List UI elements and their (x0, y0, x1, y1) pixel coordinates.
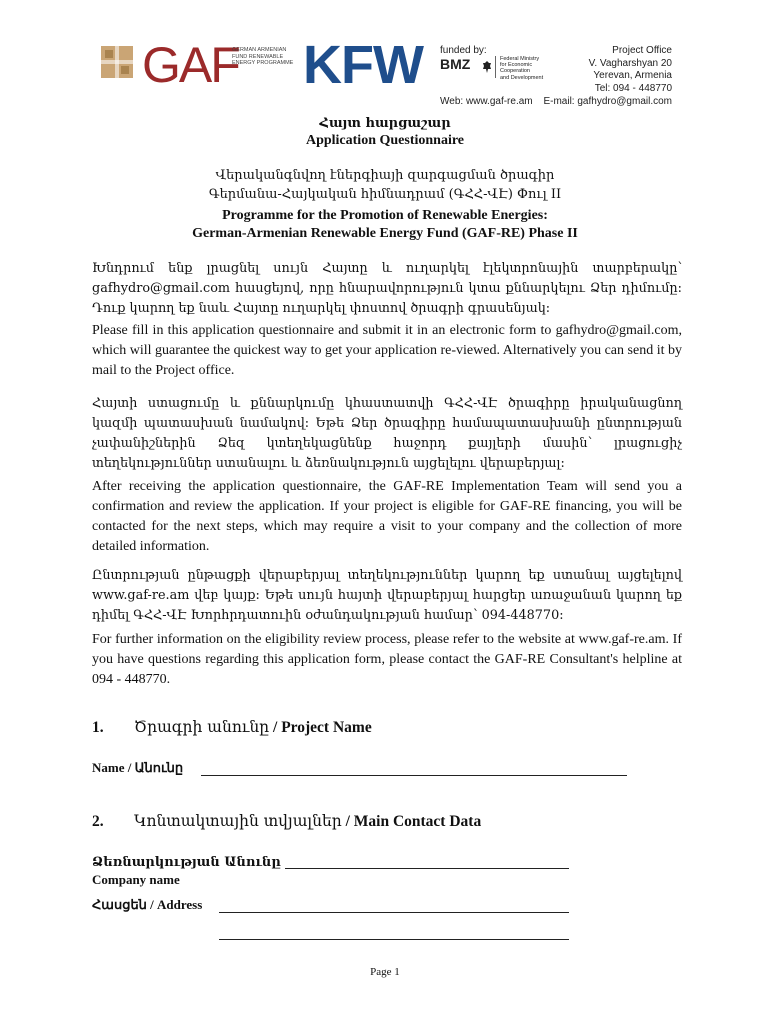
project-name-label: Name / Անունը (92, 760, 184, 775)
address-label: Հասցեն / Address (92, 897, 203, 912)
funded-by-label: funded by: (440, 45, 487, 56)
section-2-heading: 2. Կոնտակտային տվյալներ / Main Contact Data (92, 812, 482, 830)
address-field-line-2[interactable] (219, 939, 569, 940)
intro-paragraph-hy: Խնդրում ենք լրացնել սույն Հայտը և ուղարկել էլեկտրոնային տարբերակը՝ gafhydro@gmail.com հասցեյով, որը հնարավորություն կտա քննարկելու Ձեր դիմումը: Դուք կարող եք նաև Հայտը ուղարկել փոստով ծրագրի գրասենյակ: (92, 261, 682, 316)
review-paragraph-en: After receiving the application questionnaire, the GAF-RE Implementation Team will send you a confirmation and review the application. If your project is eligible for GAF-RE financing, you will be contacted for the next steps, which may require a visit to your company and the collection of more detailed information. (92, 479, 682, 554)
intro-paragraph-en: Please fill in this application questionnaire and submit it in an electronic form to gafhydro@gmail.com, which will guarantee the quickest way to get your application re-viewed. Alternatively you can send it by mail to the Project office. (92, 323, 682, 378)
title-programme-hy-2: Գերմանա-Հայկական հիմնադրամ (ԳՀՀ-ՎԷ) Փուլ II (208, 187, 562, 202)
info-paragraph-hy: Ընտրության ընթացքի վերաբերյալ տեղեկություններ կարող եք ստանալ այցելելով www.gaf-re.am վեբ կայք: Եթե սույն հայտի վերաբերյալ հարցեր առաջանան կարող եք դիմել ԳՀՀ-ՎԷ Խորհրդատուին օժանդակության համար՝ 094-448770: (92, 568, 682, 623)
gaf-emblem-logo (101, 46, 133, 78)
info-paragraph-en: For further information on the eligibility review process, please refer to the website at www.gaf-re.am. If you have questions regarding this application form, please contact the GAF-RE Consultant's helpline at 094 - 448770. (92, 632, 682, 687)
page-number: Page 1 (370, 966, 400, 978)
bmz-divider (495, 56, 496, 78)
section-1-heading: 1. Ծրագրի անունը / Project Name (92, 718, 372, 736)
title-programme-hy-1: Վերականգնվող էներգիայի զարգացման ծրագիր (215, 168, 555, 183)
ministry-name: Federal Ministry for Economic Cooperation and Development (500, 56, 544, 81)
project-name-field[interactable] (201, 775, 627, 776)
project-office-address: Project Office V. Vagharshyan 20 Yerevan, Armenia Tel: 094 - 448770 (588, 45, 672, 94)
title-programme-en-2: German-Armenian Renewable Energy Fund (GAF-RE) Phase II (192, 226, 578, 241)
title-programme-en-1: Programme for the Promotion of Renewable Energies: (222, 208, 548, 223)
gaf-logo-text: GAF (142, 37, 239, 93)
kfw-logo: KFW (303, 35, 423, 95)
federal-eagle-icon (482, 60, 492, 74)
company-name-label-en: Company name (92, 872, 180, 887)
title-questionnaire-en: Application Questionnaire (305, 133, 465, 148)
email-contact: E-mail: gafhydro@gmail.com (543, 96, 672, 107)
review-paragraph-hy: Հայտի ստացումը և քննարկումը կհաստատվի ԳՀՀ-ՎԷ ծրագիրը իրականացնող կազմի պատասխան նամակով: Եթե Ձեր ծրագիրը համապատասխանի ընտրության չափանիշներին Ձեզ կտեղեկացնենք հաջորդ քայլերի մասին՝ լրացուցիչ տեղեկություններ ստանալու և ձեռնակություն այցելելու վերաբերյալ: (92, 396, 682, 471)
title-questionnaire-hy: Հայտ հարցաշար (319, 116, 451, 131)
company-name-label-hy: Ձեռնարկության Անունը (92, 855, 281, 870)
company-name-field[interactable] (285, 868, 569, 869)
address-field-line-1[interactable] (219, 912, 569, 913)
gaf-logo-subtitle: GERMAN ARMENIAN FUND RENEWABLE ENERGY PROGRAMME (232, 47, 294, 66)
website-contact: Web: www.gaf-re.am (440, 96, 533, 107)
bmz-logo: BMZ (440, 56, 471, 72)
